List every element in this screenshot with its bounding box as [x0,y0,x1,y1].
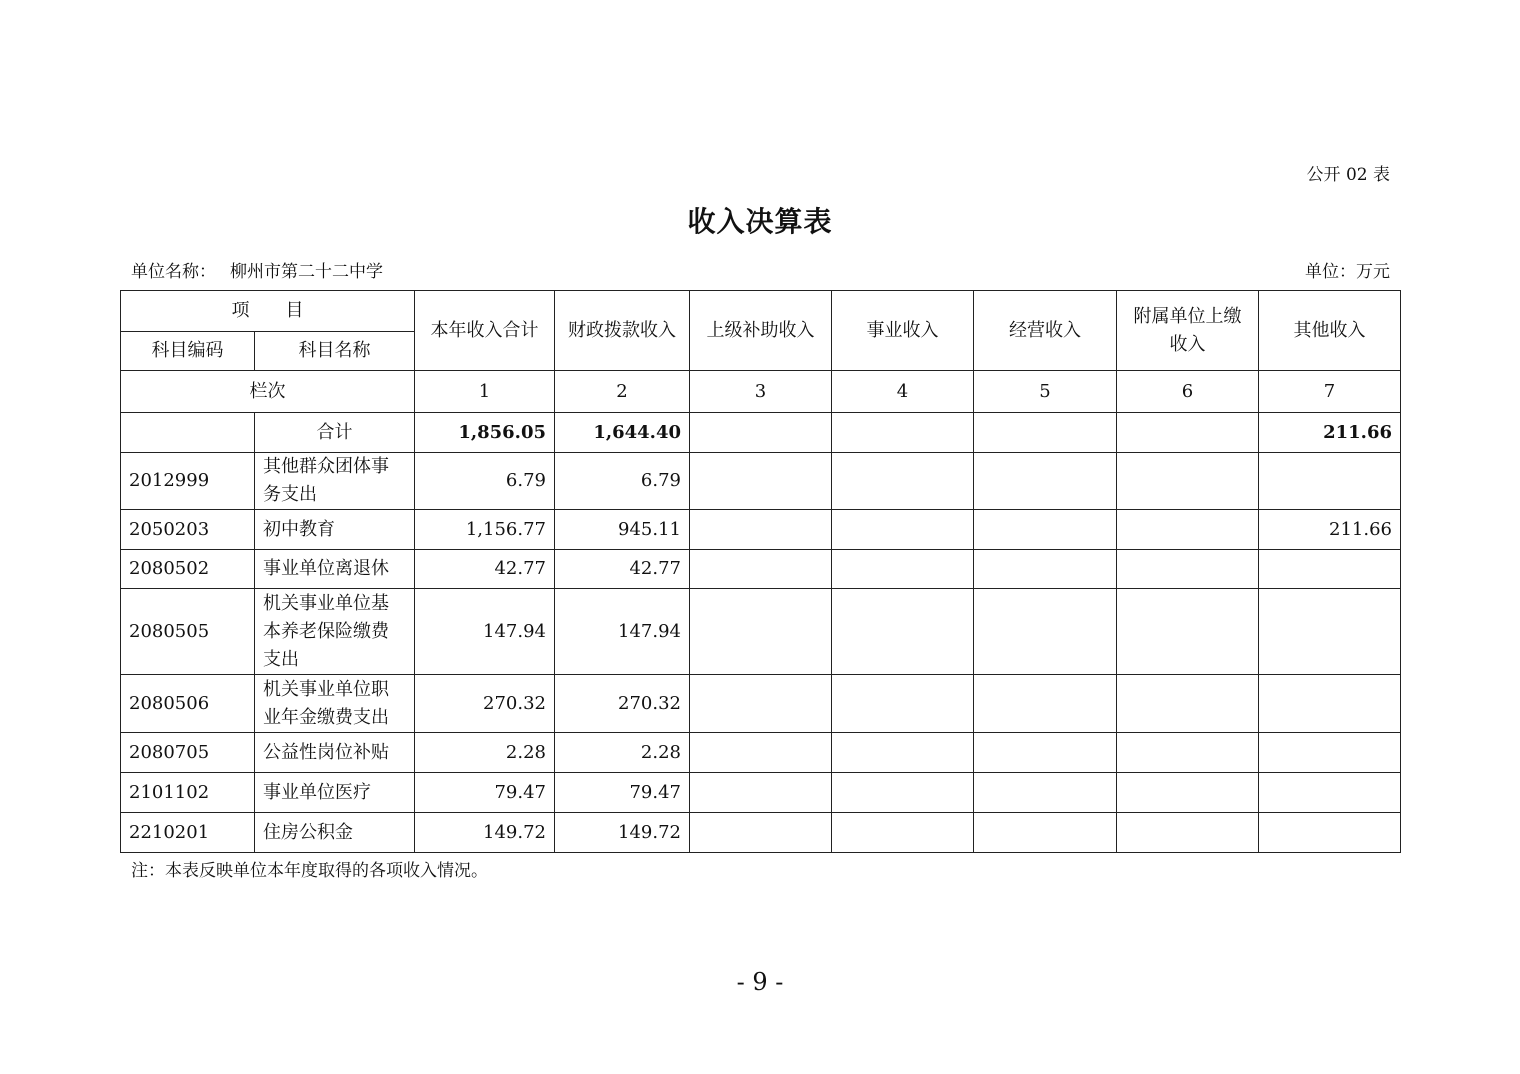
value-cell: 270.32 [415,675,555,733]
total-value [832,413,974,453]
value-cell [1259,813,1401,853]
value-cell [974,550,1117,589]
value-cell: 147.94 [415,589,555,675]
unit-name-label: 单位名称： [131,262,216,282]
header-row-1 [121,291,1401,332]
column-index-cell: 7 [1259,371,1401,413]
value-cell [1117,453,1259,510]
table-row [121,773,1401,813]
value-cell: 270.32 [555,675,690,733]
table-row [121,510,1401,550]
column-index-cell: 5 [974,371,1117,413]
unit-name-value: 柳州市第二十二中学 [230,262,383,282]
value-cell [690,773,832,813]
value-cell [690,733,832,773]
income-table [120,290,1401,853]
value-cell [690,453,832,510]
value-cell [974,675,1117,733]
subject-code: 2080502 [121,550,255,589]
total-code [121,413,255,453]
column-index-cell: 6 [1117,371,1259,413]
subject-name: 其他群众团体事务支出 [255,453,415,510]
total-value [1117,413,1259,453]
table-note: 注：本表反映单位本年度取得的各项收入情况。 [131,861,488,881]
column-index-cell: 1 [415,371,555,413]
value-cell [690,813,832,853]
value-cell [1259,589,1401,675]
col-header-3: 上级补助收入 [690,291,832,371]
subject-name: 初中教育 [255,510,415,550]
subject-name: 公益性岗位补贴 [255,733,415,773]
table-row [121,733,1401,773]
value-cell [690,675,832,733]
col-header-4: 事业收入 [832,291,974,371]
value-cell [974,453,1117,510]
total-value: 1,856.05 [415,413,555,453]
col-header-6: 附属单位上缴收入 [1117,291,1259,371]
value-cell [832,589,974,675]
value-cell: 211.66 [1259,510,1401,550]
value-cell: 2.28 [555,733,690,773]
value-cell [1117,589,1259,675]
total-row [121,413,1401,453]
value-cell [1259,453,1401,510]
subject-code: 2012999 [121,453,255,510]
unit-label: 单位：万元 [1305,262,1390,282]
value-cell [832,813,974,853]
value-cell [832,510,974,550]
total-name: 合计 [255,413,415,453]
page-number: - 9 - [736,968,784,996]
col-header-5: 经营收入 [974,291,1117,371]
total-value [690,413,832,453]
subject-name: 事业单位医疗 [255,773,415,813]
col-header-1: 本年收入合计 [415,291,555,371]
value-cell: 147.94 [555,589,690,675]
value-cell: 945.11 [555,510,690,550]
value-cell: 2.28 [415,733,555,773]
table-row [121,813,1401,853]
col-header-7: 其他收入 [1259,291,1401,371]
value-cell [832,550,974,589]
page-title: 收入决算表 [687,205,833,238]
column-index-cell: 3 [690,371,832,413]
subject-name: 住房公积金 [255,813,415,853]
value-cell [690,550,832,589]
value-cell [1259,733,1401,773]
total-value: 1,644.40 [555,413,690,453]
total-value: 211.66 [1259,413,1401,453]
value-cell: 149.72 [415,813,555,853]
subject-code: 2210201 [121,813,255,853]
value-cell [1259,773,1401,813]
value-cell: 42.77 [555,550,690,589]
value-cell: 79.47 [415,773,555,813]
table-row [121,675,1401,733]
value-cell [974,510,1117,550]
value-cell [1117,510,1259,550]
name-col-header: 科目名称 [255,332,415,371]
value-cell [1117,550,1259,589]
subject-name: 机关事业单位基本养老保险缴费支出 [255,589,415,675]
subject-name: 机关事业单位职业年金缴费支出 [255,675,415,733]
value-cell: 42.77 [415,550,555,589]
value-cell [974,813,1117,853]
column-index-row [121,371,1401,413]
unit-name-line [131,257,383,282]
total-value [974,413,1117,453]
item-group-header: 项 目 [121,291,415,332]
subject-name: 事业单位离退休 [255,550,415,589]
value-cell: 149.72 [555,813,690,853]
value-cell [1259,550,1401,589]
table-code: 公开 02 表 [1306,165,1390,185]
value-cell [1259,675,1401,733]
subject-code: 2080505 [121,589,255,675]
subject-code: 2080506 [121,675,255,733]
value-cell: 1,156.77 [415,510,555,550]
code-col-header: 科目编码 [121,332,255,371]
value-cell: 79.47 [555,773,690,813]
value-cell [1117,675,1259,733]
value-cell [974,733,1117,773]
column-index-cell: 4 [832,371,974,413]
value-cell [1117,733,1259,773]
subject-code: 2080705 [121,733,255,773]
value-cell [832,675,974,733]
value-cell [832,733,974,773]
subject-code: 2050203 [121,510,255,550]
value-cell [974,589,1117,675]
table-row [121,589,1401,675]
col-header-2: 财政拨款收入 [555,291,690,371]
column-index-cell: 2 [555,371,690,413]
value-cell [1117,813,1259,853]
value-cell [690,510,832,550]
value-cell [974,773,1117,813]
column-index-label: 栏次 [121,371,415,413]
table-row [121,453,1401,510]
value-cell [690,589,832,675]
value-cell: 6.79 [415,453,555,510]
value-cell: 6.79 [555,453,690,510]
subject-code: 2101102 [121,773,255,813]
value-cell [1117,773,1259,813]
value-cell [832,773,974,813]
value-cell [832,453,974,510]
table-row [121,550,1401,589]
